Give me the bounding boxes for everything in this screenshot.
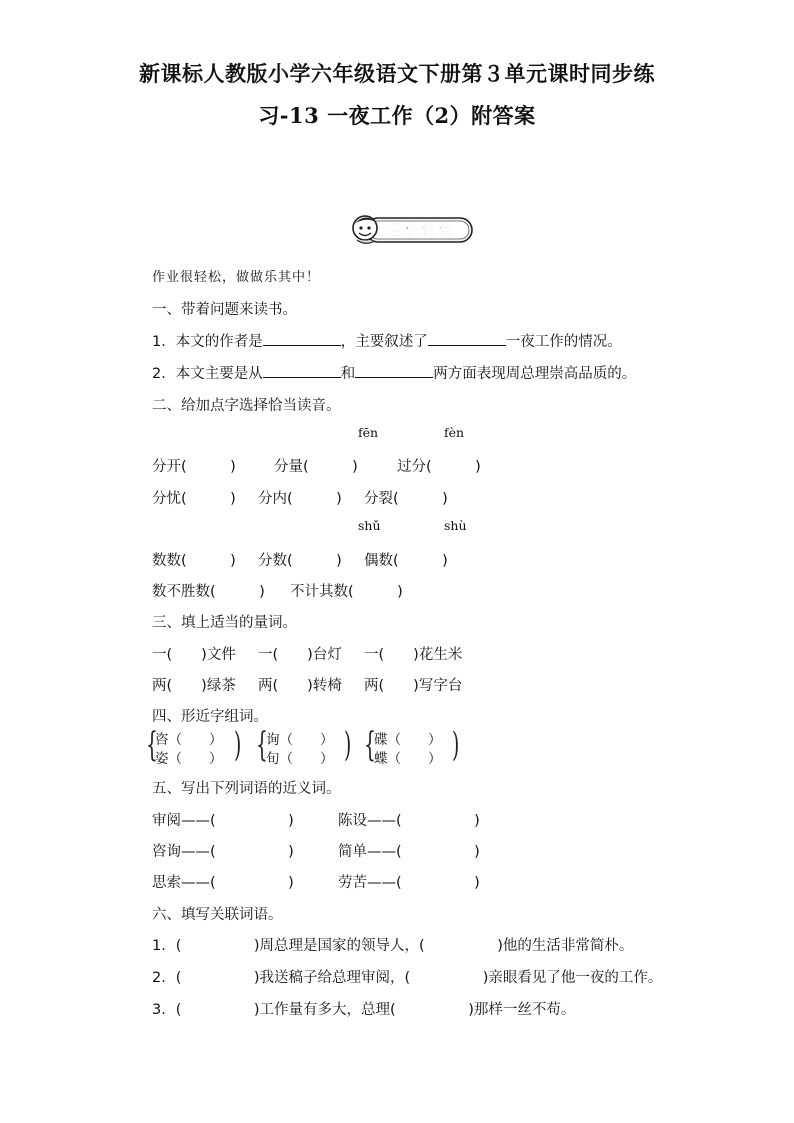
pronunciation-item[interactable]: 不计其数( )	[290, 584, 403, 600]
question-1-2	[152, 362, 636, 383]
synonym-item[interactable]: 审阅——( )	[152, 813, 294, 829]
motto-text: 作业很轻松，做做乐其中！	[152, 270, 321, 285]
synonym-item[interactable]: 劳苦——( )	[338, 875, 480, 891]
q1-text-c: 一夜工作的情况。	[505, 334, 622, 350]
badge-label: 轻松做做	[387, 223, 455, 239]
left-brace: {	[146, 725, 158, 765]
conjunction-item[interactable]: 1．( )周总理是国家的领导人，( )他的生活非常简朴。	[152, 938, 634, 954]
q2-text-c: 两方面表现周总理崇高品质的。	[433, 366, 637, 382]
pronunciation-item[interactable]: 分量( )	[274, 459, 358, 475]
similar-char-item[interactable]: 旬（ ）	[266, 751, 334, 767]
pronunciation-item[interactable]: 分内( )	[258, 491, 342, 507]
page-title-line-1: 新课标人教版小学六年级语文下册第３单元课时同步练	[139, 61, 655, 86]
section-1-heading: 一、带着问题来读书。	[152, 302, 297, 318]
pronunciation-item[interactable]: 分开( )	[152, 459, 236, 475]
measure-word-item[interactable]: 一( )文件	[152, 647, 236, 663]
easy-exercise-badge	[348, 210, 476, 246]
pronunciation-item[interactable]: 分裂( )	[364, 491, 448, 507]
cartoon-boy-icon	[348, 210, 476, 246]
section-3-heading: 三、填上适当的量词。	[152, 615, 297, 631]
conjunction-item[interactable]: 2．( )我送稿子给总理审阅，( )亲眼看见了他一夜的工作。	[152, 970, 663, 986]
similar-char-item[interactable]: 咨（ ）	[155, 732, 223, 748]
pronunciation-item[interactable]: 偶数( )	[364, 553, 448, 569]
page-title-line-2: 习-13 一夜工作（2）附答案	[258, 103, 536, 128]
pinyin-shu-3: shǔ	[358, 518, 381, 533]
q1-text-b: ，主要叙述了	[340, 334, 428, 350]
section-2-heading: 二、给加点字选择恰当读音。	[152, 398, 341, 414]
right-brace: )	[344, 725, 352, 765]
pinyin-shu-4: shù	[444, 518, 467, 533]
pinyin-fen-4: fèn	[444, 425, 465, 440]
synonym-item[interactable]: 思索——( )	[152, 875, 294, 891]
similar-char-item[interactable]: 碟（ ）	[374, 732, 442, 748]
similar-char-item[interactable]: 蝶（ ）	[374, 751, 442, 767]
q2-blank-2[interactable]	[355, 363, 433, 378]
q1-text-a: 1．本文的作者是	[152, 334, 263, 350]
measure-word-item[interactable]: 两( )写字台	[364, 678, 463, 694]
synonym-item[interactable]: 简单——( )	[338, 844, 480, 860]
right-brace: )	[452, 725, 460, 765]
q2-blank-1[interactable]	[263, 363, 341, 378]
right-brace: )	[234, 725, 242, 765]
pronunciation-item[interactable]: 数不胜数( )	[152, 584, 265, 600]
q2-text-b: 和	[340, 366, 356, 382]
section-5-heading: 五、写出下列词语的近义词。	[152, 781, 341, 797]
q1-blank-2[interactable]	[428, 331, 506, 346]
measure-word-item[interactable]: 两( )转椅	[258, 678, 342, 694]
measure-word-item[interactable]: 两( )绿茶	[152, 678, 236, 694]
pronunciation-item[interactable]: 分忧( )	[152, 491, 236, 507]
similar-char-item[interactable]: 询（ ）	[266, 732, 334, 748]
q2-text-a: 2．本文主要是从	[152, 366, 263, 382]
section-6-heading: 六、填写关联词语。	[152, 907, 283, 923]
section-4-heading: 四、形近字组词。	[152, 709, 268, 725]
measure-word-item[interactable]: 一( )花生米	[364, 647, 463, 663]
pronunciation-item[interactable]: 分数( )	[258, 553, 342, 569]
pronunciation-item[interactable]: 数数( )	[152, 553, 236, 569]
measure-word-item[interactable]: 一( )台灯	[258, 647, 342, 663]
synonym-item[interactable]: 咨询——( )	[152, 844, 294, 860]
q1-blank-1[interactable]	[263, 331, 341, 346]
synonym-item[interactable]: 陈设——( )	[338, 813, 480, 829]
left-brace: {	[256, 725, 268, 765]
left-brace: {	[364, 725, 376, 765]
similar-char-item[interactable]: 姿（ ）	[155, 751, 223, 767]
conjunction-item[interactable]: 3．( )工作量有多大，总理( )那样一丝不苟。	[152, 1002, 576, 1018]
pronunciation-item[interactable]: 过分( )	[397, 459, 481, 475]
pinyin-fen-1: fēn	[358, 425, 379, 440]
question-1-1	[152, 330, 622, 351]
